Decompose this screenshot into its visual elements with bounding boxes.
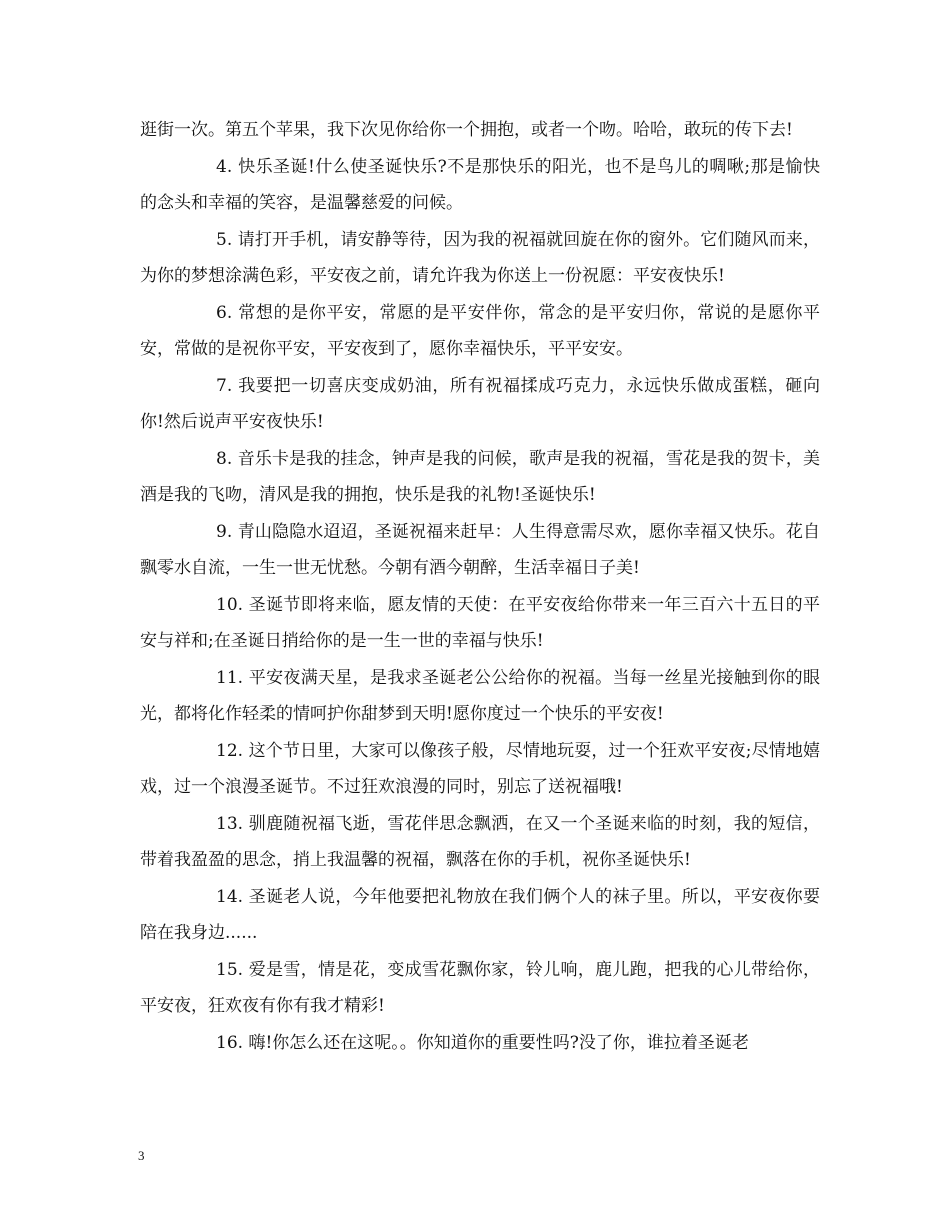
paragraph-item-13: 13. 驯鹿随祝福飞逝，雪花伴思念飘洒，在又一个圣诞来临的时刻，我的短信，带着我盈盈的思念，捎上我温馨的祝福，飘落在你的手机，祝你圣诞快乐! [140,813,820,870]
paragraph-item-14: 14. 圣诞老人说，今年他要把礼物放在我们俩个人的袜子里。所以，平安夜你要陪在我身边...... [140,886,820,943]
paragraph-item-9: 9. 青山隐隐水迢迢，圣诞祝福来赶早：人生得意需尽欢，愿你幸福又快乐。花自飘零水自流，一生一世无忧愁。今朝有酒今朝醉，生活幸福日子美! [140,521,820,578]
paragraph-item-6: 6. 常想的是你平安，常愿的是平安伴你，常念的是平安归你，常说的是愿你平安，常做的是祝你平安，平安夜到了，愿你幸福快乐，平平安安。 [140,302,820,359]
page-number: 3 [138,1148,145,1163]
paragraph-item-5: 5. 请打开手机，请安静等待，因为我的祝福就回旋在你的窗外。它们随风而来，为你的梦想涂满色彩，平安夜之前，请允许我为你送上一份祝愿：平安夜快乐! [140,229,820,286]
paragraph-item-7: 7. 我要把一切喜庆变成奶油，所有祝福揉成巧克力，永远快乐做成蛋糕，砸向你!然后说声平安夜快乐! [140,375,820,432]
paragraph-item-8: 8. 音乐卡是我的挂念，钟声是我的问候，歌声是我的祝福，雪花是我的贺卡，美酒是我的飞吻，清风是我的拥抱，快乐是我的礼物!圣诞快乐! [140,448,820,505]
paragraph-item-15: 15. 爱是雪，情是花，变成雪花飘你家，铃儿响，鹿儿跑，把我的心儿带给你，平安夜，狂欢夜有你有我才精彩! [140,959,820,1016]
paragraph-item-16: 16. 嗨!你怎么还在这呢。。你知道你的重要性吗?没了你，谁拉着圣诞老 [216,1032,749,1053]
paragraph-item-12: 12. 这个节日里，大家可以像孩子般，尽情地玩耍，过一个狂欢平安夜;尽情地嬉戏，过一个浪漫圣诞节。不过狂欢浪漫的同时，别忘了送祝福哦! [140,740,820,797]
paragraph-item-11: 11. 平安夜满天星，是我求圣诞老公公给你的祝福。当每一丝星光接触到你的眼光，都将化作轻柔的情呵护你甜梦到天明!愿你度过一个快乐的平安夜! [140,667,820,724]
paragraph-item-10: 10. 圣诞节即将来临，愿友情的天使：在平安夜给你带来一年三百六十五日的平安与祥和;在圣诞日捎给你的是一生一世的幸福与快乐! [140,594,820,651]
paragraph-continuation: 逛街一次。第五个苹果，我下次见你给你一个拥抱，或者一个吻。哈哈，敢玩的传下去! [140,120,793,140]
paragraph-item-4: 4. 快乐圣诞!什么使圣诞快乐?不是那快乐的阳光，也不是鸟儿的啁啾;那是愉快的念头和幸福的笑容，是温馨慈爱的问候。 [140,156,820,213]
document-body [140,112,820,1061]
